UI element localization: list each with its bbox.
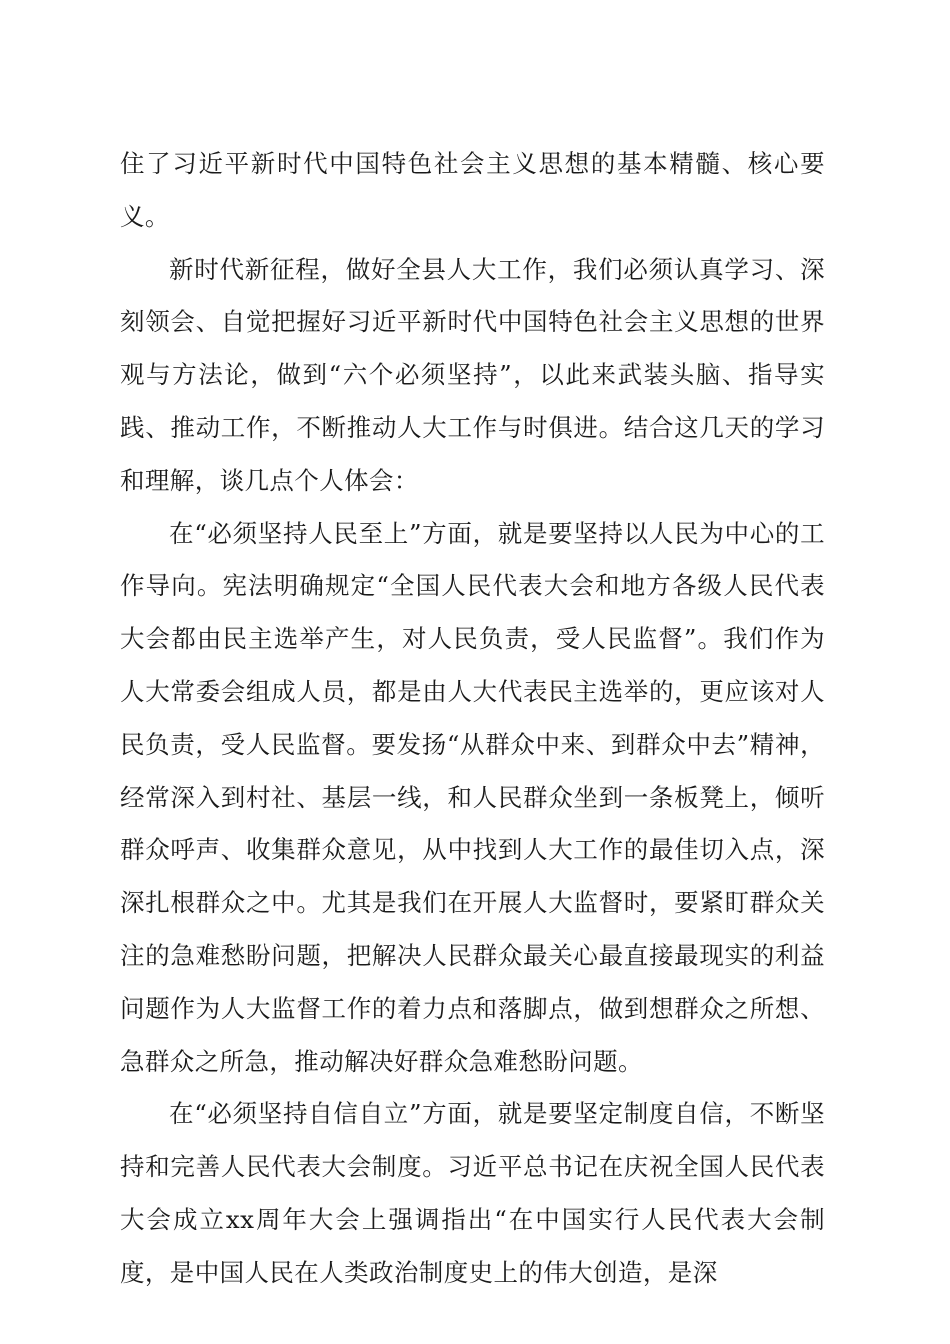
paragraph-2: 新时代新征程，做好全县人大工作，我们必须认真学习、深刻领会、自觉把握好习近平新时代中国特色社会主义思想的世界观与方法论，做到“六个必须坚持”，以此来武装头脑、指导实践、推动工作，不断推动人大工作与时俱进。结合这几天的学习和理解，谈几点个人体会：	[120, 254, 825, 495]
paragraph-3: 在“必须坚持人民至上”方面，就是要坚持以人民为中心的工作导向。宪法明确规定“全国人民代表大会和地方各级人民代表大会都由民主选举产生，对人民负责，受人民监督”。我们作为人大常委会组成人员，都是由人大代表民主选举的，更应该对人民负责，受人民监督。要发扬“从群众中来、到群众中去”精神，经常深入到村社、基层一线，和人民群众坐到一条板凳上，倾听群众呼声、收集群众意见，从中找到人大工作的最佳切入点，深深扎根群众之中。尤其是我们在开展人大监督时，要紧盯群众关注的急难愁盼问题，把解决人民群众最关心最直接最现实的利益问题作为人大监督工作的着力点和落脚点，做到想群众之所想、急群众之所急，推动解决好群众急难愁盼问题。	[120, 518, 825, 1076]
paragraph-1: 住了习近平新时代中国特色社会主义思想的基本精髓、核心要义。	[120, 149, 825, 231]
document-body	[120, 138, 825, 1300]
paragraph-4: 在“必须坚持自信自立”方面，就是要坚定制度自信，不断坚持和完善人民代表大会制度。习近平总书记在庆祝全国人民代表大会成立xx周年大会上强调指出“在中国实行人民代表大会制度，是中国人民在人类政治制度史上的伟大创造，是深	[120, 1099, 825, 1287]
